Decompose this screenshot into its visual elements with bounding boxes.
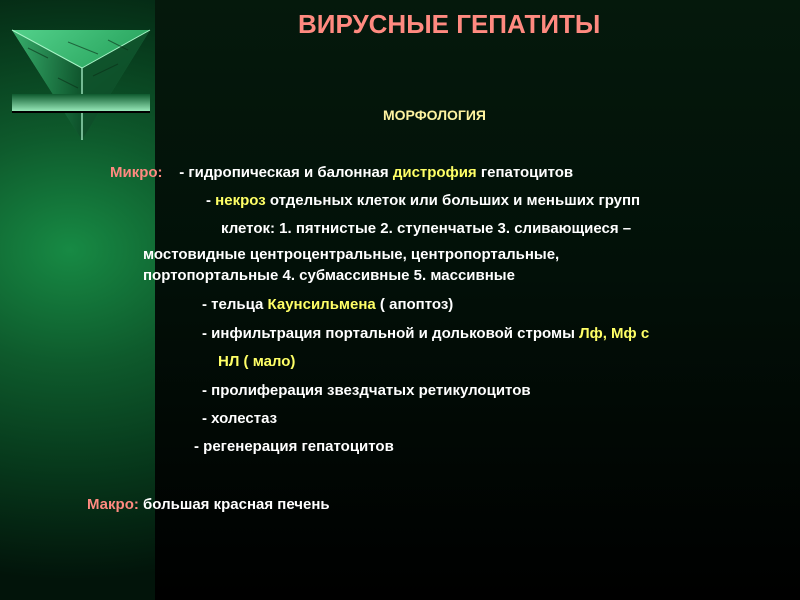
micro-line-11: - регенерация гепатоцитов	[194, 438, 394, 455]
micro-l6-text-b: ( апоптоз)	[375, 296, 454, 313]
page-title: ВИРУСНЫЕ ГЕПАТИТЫ	[298, 9, 601, 39]
micro-l6-text-a: - тельца	[202, 296, 268, 313]
micro-label-gap	[163, 164, 180, 181]
micro-line-6	[202, 296, 453, 313]
micro-l1-highlight: дистрофия	[392, 164, 477, 181]
micro-line-5: портопортальные 4. субмассивные 5. массивные	[143, 267, 515, 284]
micro-line-10: - холестаз	[202, 410, 278, 427]
micro-line-9: - пролиферация звездчатых ретикулоцитов	[202, 382, 531, 399]
micro-l2-highlight: некроз	[215, 192, 266, 209]
micro-l2-text-b: отдельных клеток или больших и меньших групп	[265, 192, 641, 209]
micro-label: Микро:	[110, 164, 163, 181]
micro-l7-highlight: Лф, Мф с	[579, 325, 650, 342]
macro-line	[87, 496, 330, 513]
macro-label: Макро:	[87, 496, 139, 513]
emerald-triangle-logo	[8, 28, 154, 146]
micro-line-8: НЛ ( мало)	[218, 353, 296, 370]
section-subtitle: МОРФОЛОГИЯ	[383, 107, 486, 123]
micro-line-7	[202, 325, 649, 342]
micro-line-2	[206, 192, 640, 209]
macro-text: большая красная печень	[138, 496, 330, 513]
micro-l1-text-a: - гидропическая и балонная	[179, 164, 393, 181]
micro-l2-text-a: -	[206, 192, 216, 209]
micro-l1-text-b: гепатоцитов	[476, 164, 574, 181]
micro-line-1	[110, 164, 573, 181]
micro-line-3: клеток: 1. пятнистые 2. ступенчатые 3. сливающиеся –	[221, 220, 632, 237]
micro-l7-text-a: - инфильтрация портальной и дольковой стромы	[202, 325, 580, 342]
micro-l6-highlight: Каунсильмена	[267, 296, 376, 313]
micro-line-4: мостовидные центроцентральные, центропортальные,	[143, 246, 560, 263]
